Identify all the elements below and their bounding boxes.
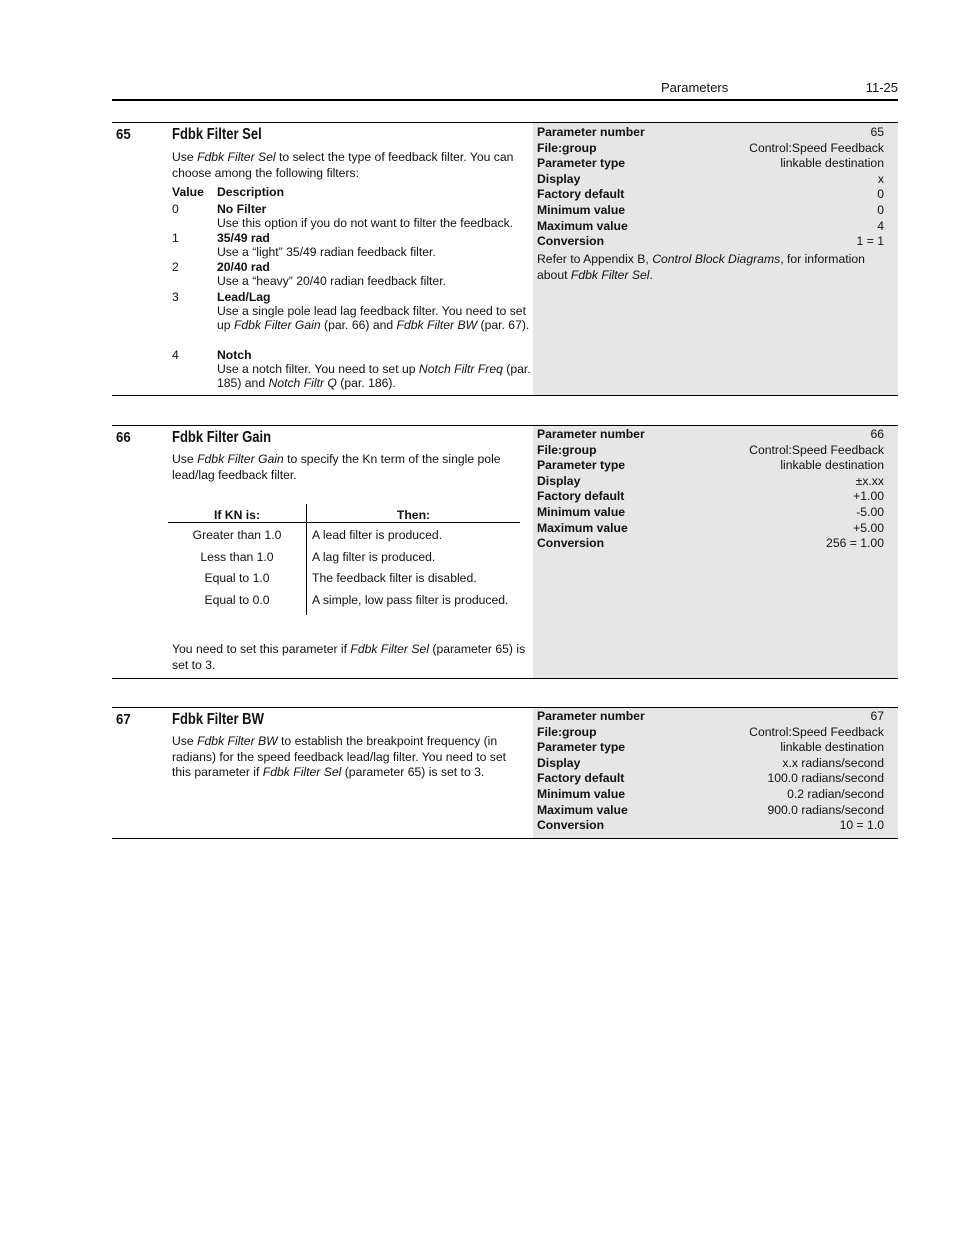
description-column-header: Description	[217, 185, 285, 199]
text-run: Use a notch filter. You need to set up	[217, 362, 419, 376]
filter-description	[217, 274, 531, 288]
text-run: Use	[172, 734, 198, 748]
attr-maximum-value: Maximum value 4	[537, 218, 884, 233]
parameter-65-block	[112, 122, 898, 396]
attr-factory-default: Factory default +1.00	[537, 489, 884, 504]
parameter-title: Fdbk Filter BW	[172, 711, 264, 728]
italic-reference: Fdbk Filter Gain	[197, 452, 284, 466]
attr-display: Display ±x.xx	[537, 473, 884, 488]
text-run: (parameter 65) is set to 3.	[172, 642, 526, 672]
kn-table-condition: Less than 1.0	[200, 550, 274, 564]
filter-name: Lead/Lag	[217, 290, 271, 304]
kn-table-header-condition: If KN is:	[213, 508, 261, 522]
text-run: You need to set this parameter if	[172, 642, 351, 656]
italic-reference: Fdbk Filter Sel	[262, 765, 342, 779]
parameter-title: Fdbk Filter Sel	[172, 126, 262, 143]
filter-value: 1	[172, 231, 179, 245]
text-run: Use a single pole lead lag feedback filter. You need to set up	[217, 304, 526, 332]
text-run: Refer to Appendix B,	[537, 252, 653, 266]
attr-file-group: File:group Control:Speed Feedback	[537, 724, 884, 739]
attr-display: Display x	[537, 171, 884, 186]
kn-table-result: The feedback filter is disabled.	[312, 571, 477, 585]
filter-name: 20/40 rad	[217, 260, 270, 274]
filter-description	[217, 362, 531, 390]
italic-reference: Fdbk Filter Sel	[197, 150, 276, 164]
section-title: Parameters	[661, 80, 729, 95]
filter-description	[217, 245, 531, 259]
kn-table-result: A simple, low pass filter is produced.	[312, 593, 509, 607]
attr-minimum-value: Minimum value -5.00	[537, 505, 884, 519]
parameter-number: 66	[116, 429, 131, 446]
attr-file-group: File:group Control:Speed Feedback	[537, 442, 884, 457]
parameter-description	[172, 150, 528, 181]
attr-conversion: Conversion 10 = 1.0	[537, 818, 884, 833]
attr-display: Display x.x radians/second	[537, 755, 884, 770]
parameter-67-block	[112, 707, 898, 839]
kn-table-result: A lag filter is produced.	[312, 550, 436, 564]
parameter-attributes-panel	[533, 708, 898, 838]
filter-name: Notch	[217, 348, 252, 362]
parameter-title: Fdbk Filter Gain	[172, 429, 272, 446]
parameter-attributes-panel	[533, 426, 898, 678]
attr-factory-default: Factory default 100.0 radians/second	[537, 771, 884, 786]
parameter-number: 65	[116, 126, 131, 143]
filter-name: No Filter	[217, 202, 267, 216]
text-run: to select the type of feedback filter. You can choose among the following filters:	[172, 150, 514, 180]
appendix-reference-note	[537, 252, 882, 283]
kn-table-condition: Greater than 1.0	[192, 528, 282, 542]
text-run: (par. 66) and	[320, 318, 397, 332]
attr-parameter-number: Parameter number 67	[537, 709, 884, 723]
text-run: Use	[172, 452, 198, 466]
italic-reference: Fdbk Filter Gain	[233, 318, 321, 332]
attr-parameter-number: Parameter number 65	[537, 125, 884, 139]
text-run: (par. 185) and	[217, 362, 531, 390]
italic-reference: Fdbk Filter BW	[396, 318, 478, 332]
italic-reference: Fdbk Filter Sel	[570, 267, 650, 282]
text-run: .	[649, 267, 653, 282]
page-header	[112, 80, 898, 101]
kn-table-header-result: Then:	[396, 508, 431, 522]
italic-reference: Notch Filtr Freq	[418, 362, 503, 376]
attr-file-group: File:group Control:Speed Feedback	[537, 140, 884, 155]
text-run: to specify the Kn term of the single pole lead/lag feedback filter.	[172, 452, 501, 482]
kn-table-condition: Equal to 1.0	[204, 571, 270, 585]
text-run: Use a “light” 35/49 radian feedback filter.	[217, 245, 436, 259]
parameter-number: 67	[116, 711, 131, 728]
text-run: Use	[172, 150, 198, 164]
attr-factory-default: Factory default 0	[537, 187, 884, 202]
parameter-description	[172, 452, 528, 483]
attr-minimum-value: Minimum value 0.2 radian/second	[537, 787, 884, 801]
value-column-header: Value	[172, 185, 204, 199]
text-run: , for information about	[537, 252, 865, 282]
attr-maximum-value: Maximum value 900.0 radians/second	[537, 802, 884, 817]
kn-table-result: A lead filter is produced.	[312, 528, 443, 542]
italic-reference: Control Block Diagrams	[652, 252, 781, 266]
text-run: Use this option if you do not want to filter the feedback.	[217, 216, 514, 230]
kn-table-condition: Equal to 0.0	[204, 593, 270, 607]
text-run: Use a “heavy” 20/40 radian feedback filter.	[217, 274, 446, 288]
filter-value: 3	[172, 290, 179, 304]
text-run: (par. 67).	[477, 318, 530, 332]
parameter-66-block	[112, 425, 898, 679]
filter-description	[217, 216, 531, 230]
text-run: (parameter 65) is set to 3.	[341, 765, 485, 779]
parameter-usage-note	[172, 642, 528, 673]
page-number: 11-25	[865, 80, 898, 95]
filter-value: 4	[172, 348, 179, 362]
kn-table-header-rule	[168, 522, 520, 523]
text-run: (par. 186).	[336, 376, 396, 390]
attr-conversion: Conversion 256 = 1.00	[537, 536, 884, 551]
filter-value: 2	[172, 260, 179, 274]
attr-parameter-type: Parameter type linkable destination	[537, 156, 884, 171]
attr-parameter-type: Parameter type linkable destination	[537, 458, 884, 473]
parameter-attributes-panel	[533, 123, 898, 395]
kn-table	[168, 504, 520, 615]
filter-name: 35/49 rad	[217, 231, 270, 245]
attr-conversion: Conversion 1 = 1	[537, 234, 884, 249]
attr-maximum-value: Maximum value +5.00	[537, 520, 884, 535]
filter-value: 0	[172, 202, 179, 216]
italic-reference: Fdbk Filter BW	[197, 734, 278, 748]
attr-parameter-type: Parameter type linkable destination	[537, 740, 884, 755]
filter-description	[217, 304, 531, 332]
parameter-description	[172, 734, 528, 781]
attr-minimum-value: Minimum value 0	[537, 203, 884, 217]
attr-parameter-number: Parameter number 66	[537, 427, 884, 441]
italic-reference: Notch Filtr Q	[268, 376, 337, 390]
text-run: to establish the breakpoint frequency (in radians) for the speed feedback lead/lag filter. You need to set this parameter if	[172, 734, 507, 779]
italic-reference: Fdbk Filter Sel	[350, 642, 429, 656]
